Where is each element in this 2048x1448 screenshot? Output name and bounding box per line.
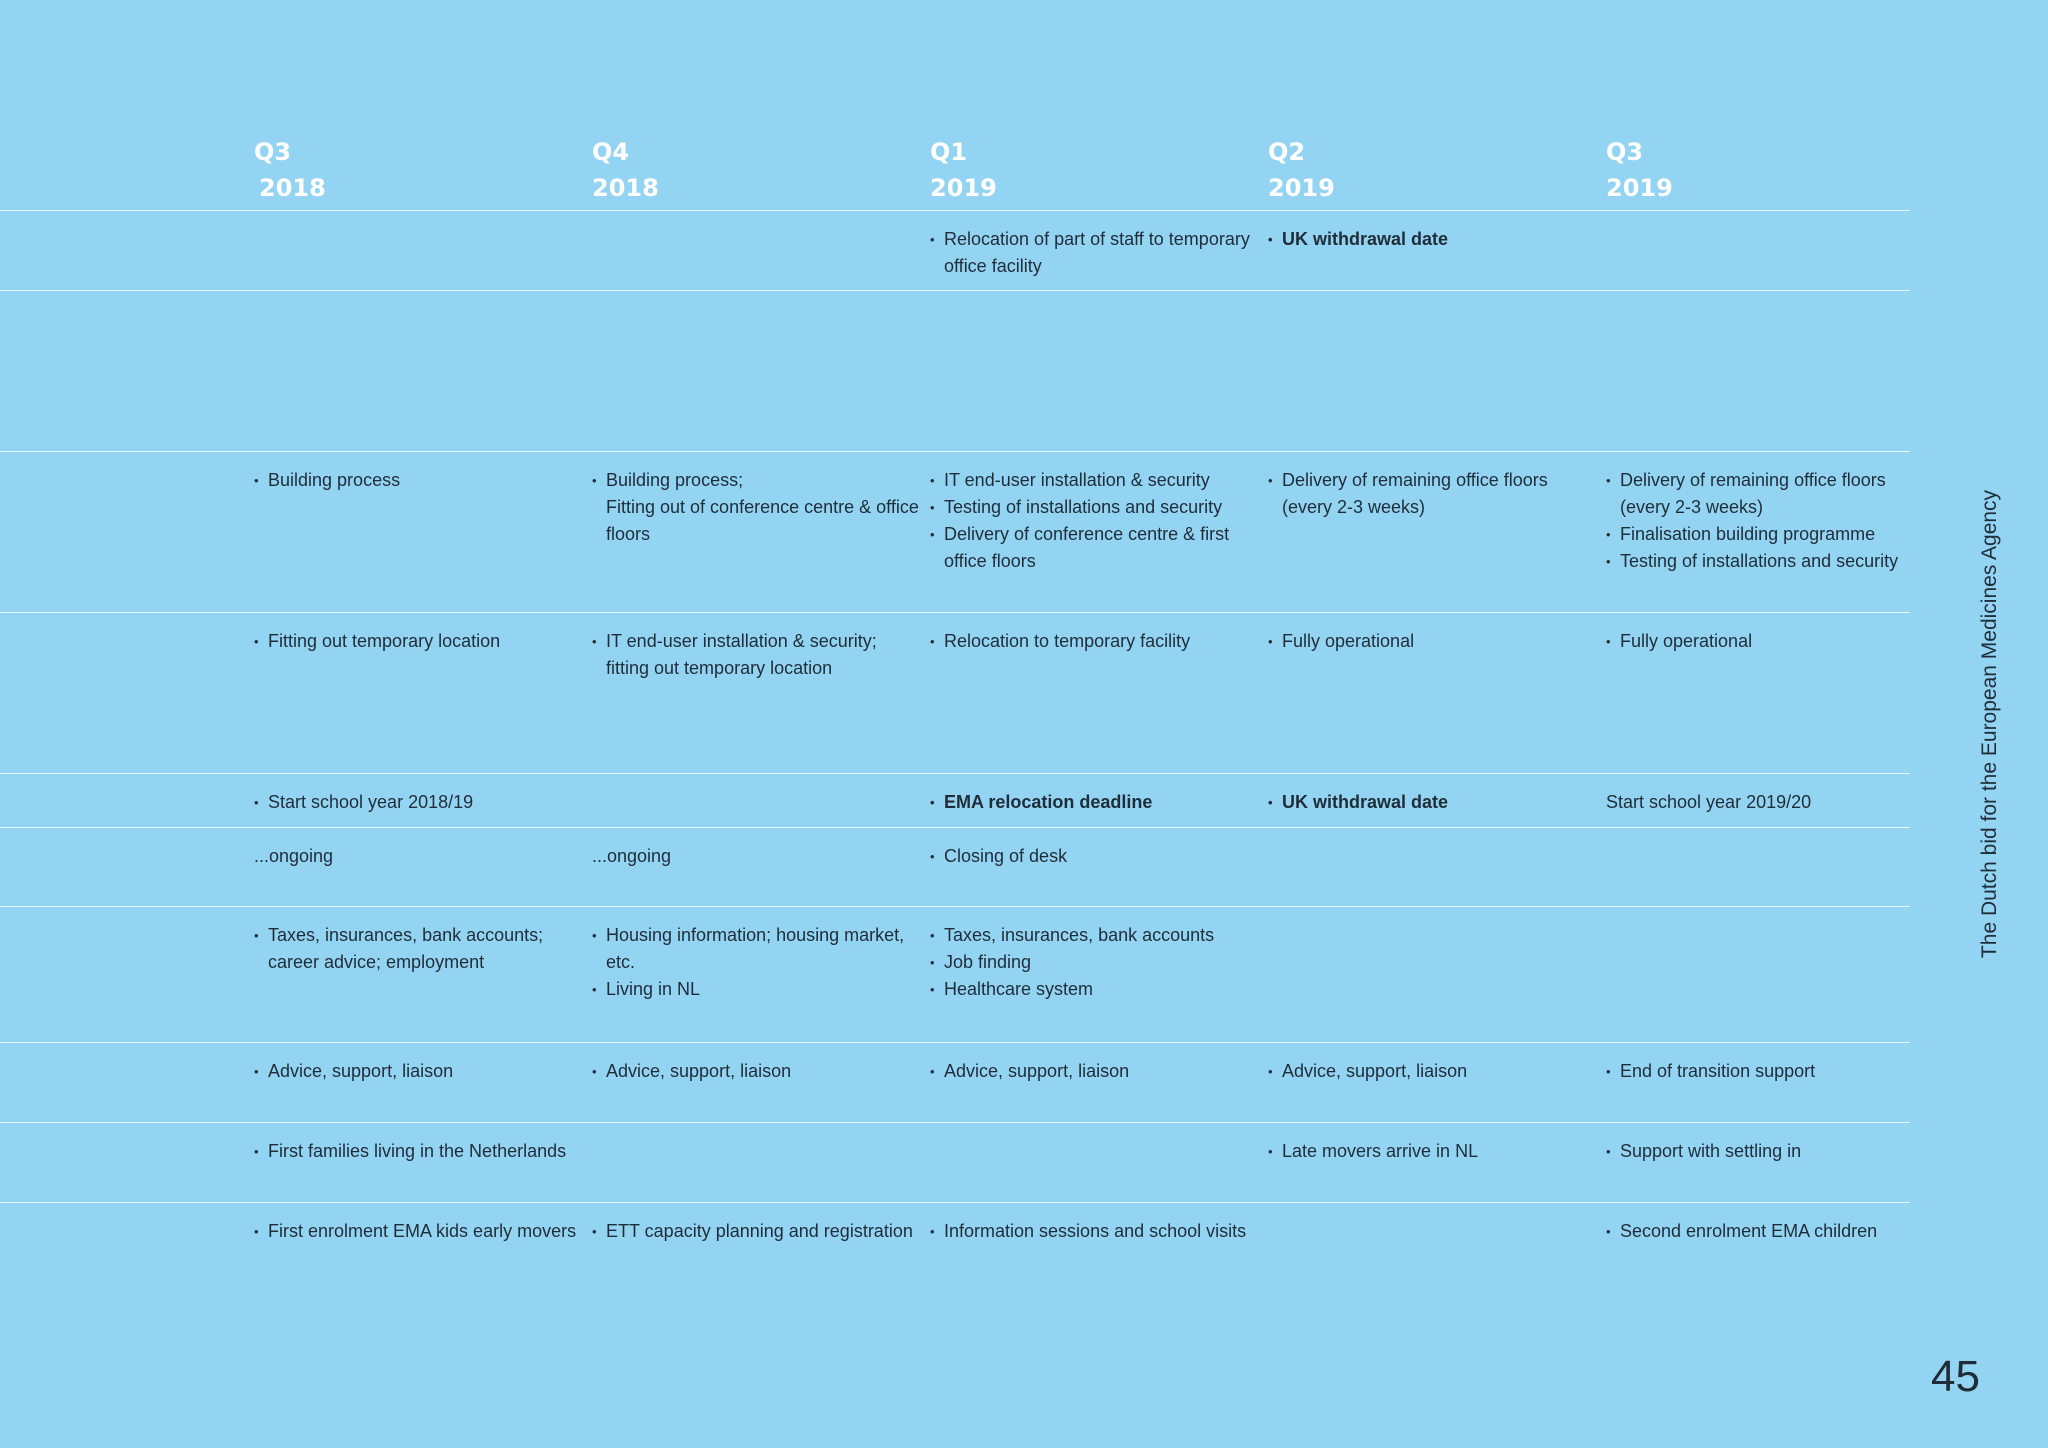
bullet-item: • IT end-user installation & security xyxy=(930,467,1260,494)
row-divider xyxy=(0,1202,1910,1203)
bullet-item: • ETT capacity planning and registration xyxy=(592,1218,922,1245)
timeline-cell xyxy=(930,843,1260,870)
timeline-cell xyxy=(592,467,922,548)
bullet-item: • Closing of desk xyxy=(930,843,1260,870)
timeline-cell xyxy=(1606,1138,1936,1165)
timeline-cell xyxy=(1606,1218,1936,1245)
bullet-item: • UK withdrawal date xyxy=(1268,226,1598,253)
quarter-year: 2019 xyxy=(1606,174,1673,202)
bullet-item: • Living in NL xyxy=(592,976,922,1003)
timeline-cell xyxy=(1268,628,1598,655)
row-divider xyxy=(0,290,1910,291)
timeline-cell xyxy=(1606,628,1936,655)
timeline-cell xyxy=(254,843,584,870)
quarter-header xyxy=(1606,134,1673,206)
bullet-item: • Relocation to temporary facility xyxy=(930,628,1260,655)
bullet-item: • Housing information; housing market, etc. xyxy=(592,922,922,976)
bullet-item: • Advice, support, liaison xyxy=(1268,1058,1598,1085)
row-divider xyxy=(0,827,1910,828)
quarter-year: 2019 xyxy=(930,174,997,202)
timeline-cell xyxy=(592,1058,922,1085)
bullet-item: • Delivery of remaining office floors (every 2-3 weeks) xyxy=(1606,467,1936,521)
quarter-label: Q3 xyxy=(254,138,292,166)
bullet-item: • Testing of installations and security xyxy=(1606,548,1936,575)
timeline-cell xyxy=(592,1218,922,1245)
row-divider xyxy=(0,1042,1910,1043)
timeline-cell xyxy=(1606,789,1936,816)
quarter-label: Q3 xyxy=(1606,138,1644,166)
bullet-item: • Healthcare system xyxy=(930,976,1260,1003)
timeline-cell xyxy=(254,1138,584,1165)
timeline-cell xyxy=(592,843,922,870)
bullet-item: • Finalisation building programme xyxy=(1606,521,1936,548)
quarter-year: 2018 xyxy=(592,174,659,202)
bullet-item: • Fitting out temporary location xyxy=(254,628,584,655)
bullet-item: • Taxes, insurances, bank accounts; career advice; employment xyxy=(254,922,584,976)
quarter-year: 2019 xyxy=(1268,174,1335,202)
timeline-cell xyxy=(254,1058,584,1085)
bullet-item: • Fully operational xyxy=(1268,628,1598,655)
quarter-header xyxy=(254,134,326,206)
bullet-item: • Delivery of remaining office floors (every 2-3 weeks) xyxy=(1268,467,1598,521)
bullet-item: • Delivery of conference centre & first office floors xyxy=(930,521,1260,575)
bullet-item: • Building process xyxy=(254,467,584,494)
timeline-cell xyxy=(930,628,1260,655)
quarter-label: Q4 xyxy=(592,138,630,166)
bullet-item: • First enrolment EMA kids early movers xyxy=(254,1218,584,1245)
quarter-header xyxy=(930,134,997,206)
timeline-cell xyxy=(1268,226,1598,253)
bullet-item: • Advice, support, liaison xyxy=(930,1058,1260,1085)
quarter-year: 2018 xyxy=(259,174,326,202)
timeline-cell xyxy=(930,789,1260,816)
bullet-item: • Fully operational xyxy=(1606,628,1936,655)
timeline-cell xyxy=(930,1058,1260,1085)
bullet-item: • EMA relocation deadline xyxy=(930,789,1260,816)
bullet-item: • Second enrolment EMA children xyxy=(1606,1218,1936,1245)
bullet-item: • IT end-user installation & security; fitting out temporary location xyxy=(592,628,922,682)
timeline-cell xyxy=(1268,1058,1598,1085)
text-item: ...ongoing xyxy=(254,846,334,866)
bullet-item: • Advice, support, liaison xyxy=(254,1058,584,1085)
bullet-item: • Advice, support, liaison xyxy=(592,1058,922,1085)
timeline-cell xyxy=(930,467,1260,575)
bullet-item: • UK withdrawal date xyxy=(1268,789,1598,816)
quarter-header xyxy=(1268,134,1335,206)
row-divider xyxy=(0,906,1910,907)
quarter-header xyxy=(592,134,659,206)
side-title: The Dutch bid for the European Medicines Agency xyxy=(1978,489,2001,959)
row-divider xyxy=(0,451,1910,452)
row-divider xyxy=(0,1122,1910,1123)
timeline-cell xyxy=(254,467,584,494)
timeline-cell xyxy=(254,922,584,976)
row-divider xyxy=(0,612,1910,613)
timeline-cell xyxy=(1268,789,1598,816)
timeline-cell xyxy=(930,922,1260,1003)
timeline-cell xyxy=(1268,1138,1598,1165)
quarter-label: Q2 xyxy=(1268,138,1306,166)
timeline-cell xyxy=(592,628,922,682)
bullet-item: • Building process; xyxy=(592,467,922,494)
timeline-cell xyxy=(254,789,584,816)
bullet-item: • Relocation of part of staff to temporary office facility xyxy=(930,226,1260,280)
bullet-item: • First families living in the Netherlands xyxy=(254,1138,584,1165)
page-number: 45 xyxy=(1931,1352,1980,1401)
quarter-label: Q1 xyxy=(930,138,968,166)
text-item: Start school year 2019/20 xyxy=(1606,792,1812,812)
bullet-item: • Start school year 2018/19 xyxy=(254,789,584,816)
bullet-item: • Taxes, insurances, bank accounts xyxy=(930,922,1260,949)
bullet-item: • Late movers arrive in NL xyxy=(1268,1138,1598,1165)
timeline-cell xyxy=(254,628,584,655)
row-divider xyxy=(0,773,1910,774)
timeline-cell xyxy=(1268,467,1598,521)
timeline-cell xyxy=(930,226,1260,280)
timeline-cell xyxy=(930,1218,1260,1245)
bullet-item: • Support with settling in xyxy=(1606,1138,1936,1165)
timeline-cell xyxy=(592,922,922,1003)
bullet-item: • Job finding xyxy=(930,949,1260,976)
timeline-cell xyxy=(1606,467,1936,575)
timeline-cell xyxy=(254,1218,584,1245)
timeline-cell xyxy=(1606,1058,1936,1085)
bullet-item: • Information sessions and school visits xyxy=(930,1218,1260,1245)
row-divider xyxy=(0,210,1910,211)
text-item: Fitting out of conference centre & office floors xyxy=(606,497,919,544)
text-item: ...ongoing xyxy=(592,846,672,866)
bullet-item: • End of transition support xyxy=(1606,1058,1936,1085)
bullet-item: • Testing of installations and security xyxy=(930,494,1260,521)
